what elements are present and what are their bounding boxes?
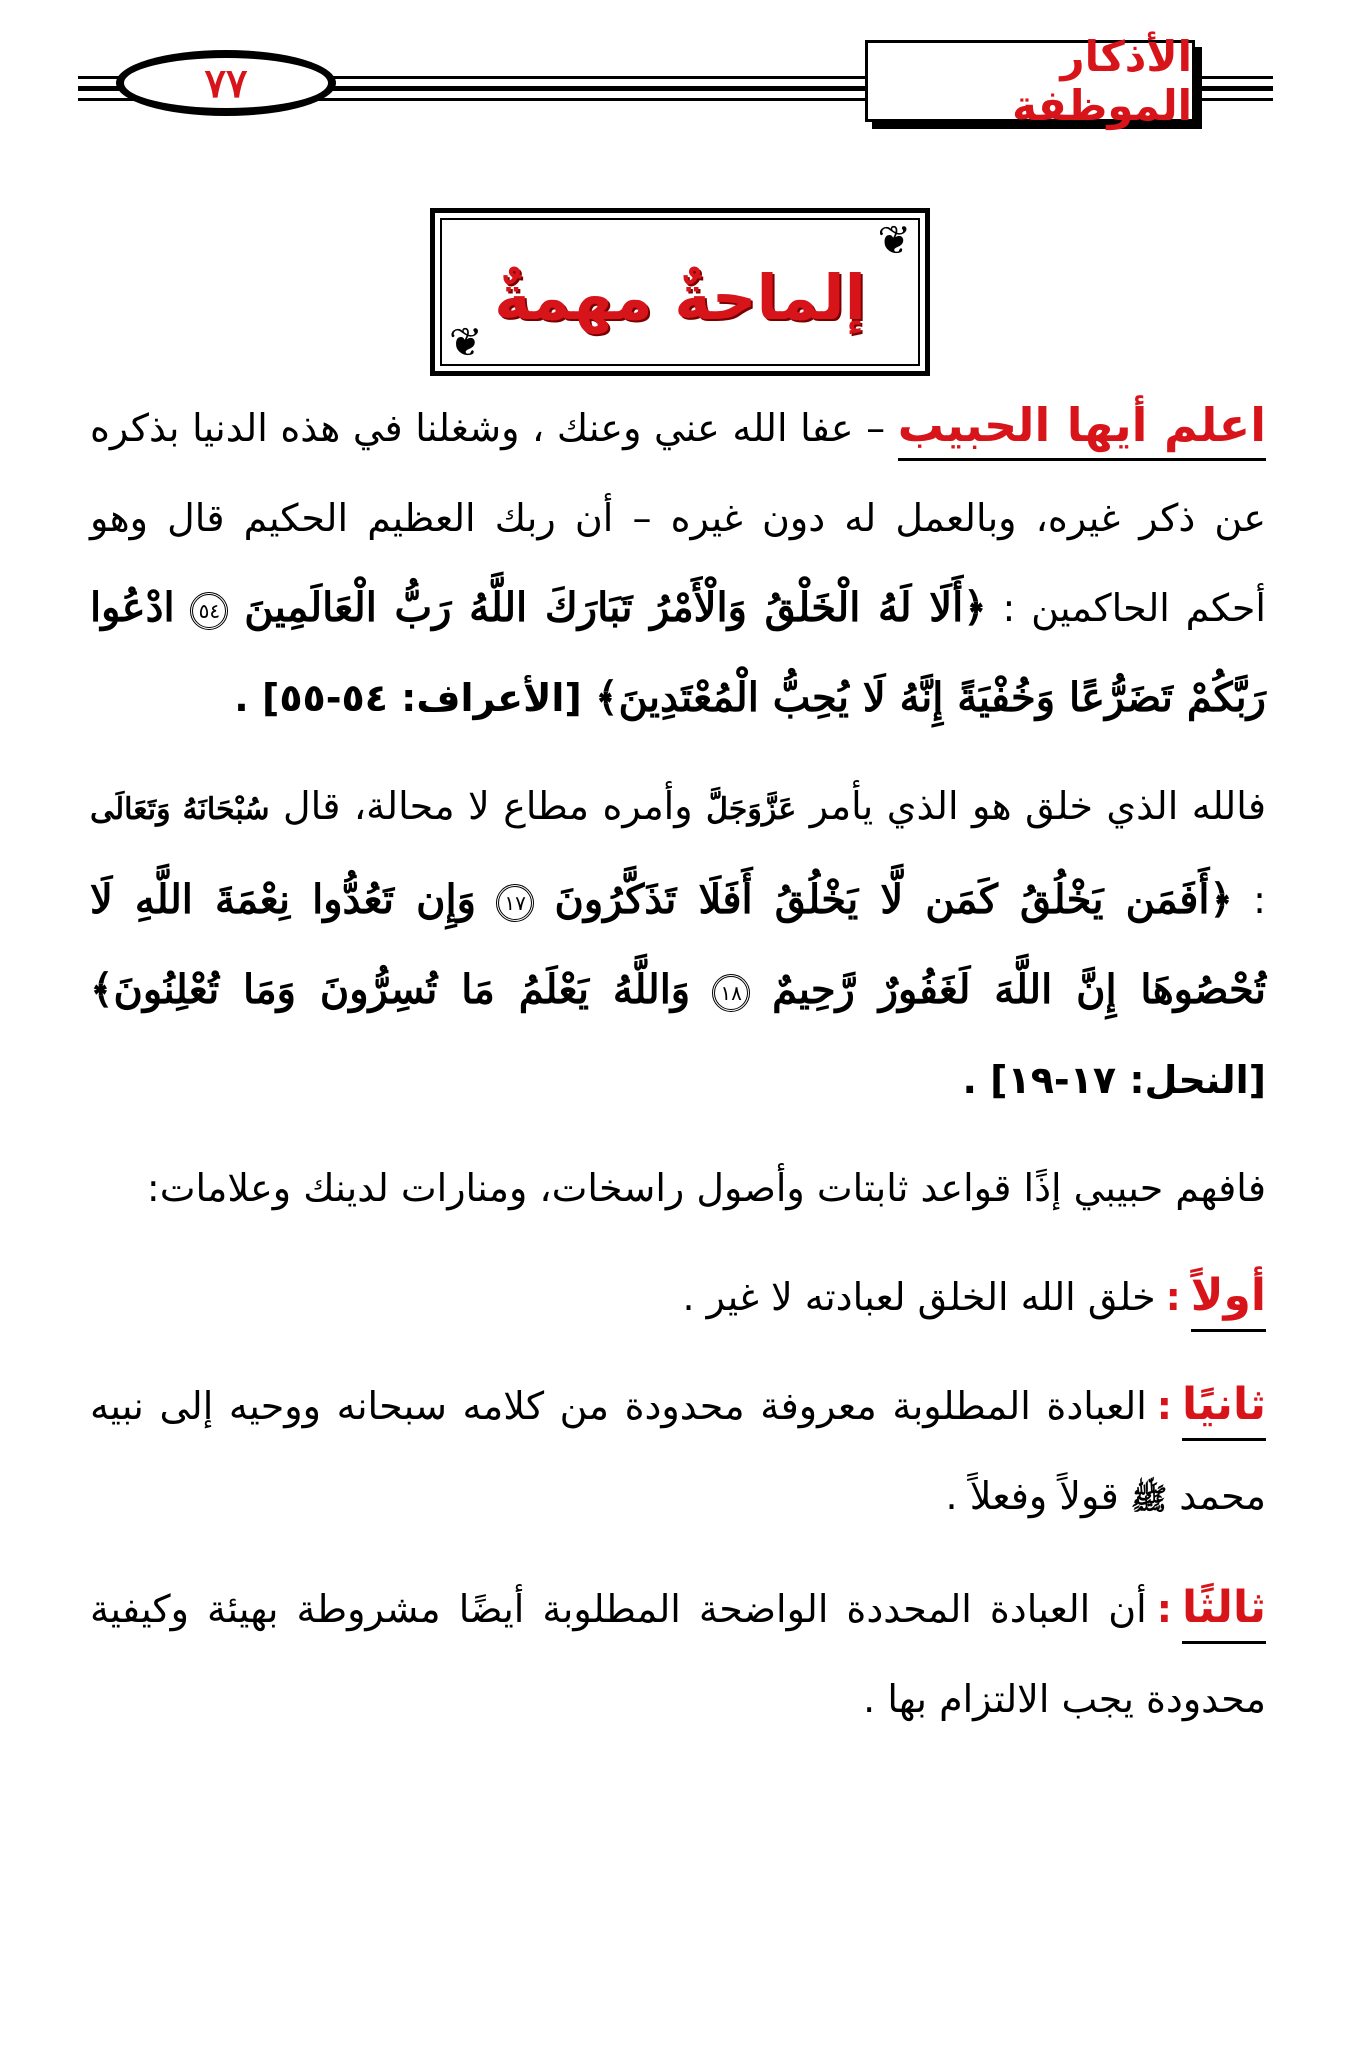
point-colon: : xyxy=(1156,1587,1172,1631)
section-title: إلماحةٌ مهمةٌ xyxy=(494,261,866,334)
paragraph-text: – عفا الله عني وعنك ، وشغلنا في هذه الدنيا بذكره عن ذكر غيره، وبالعمل له دون غيره – أن ربك العظيم الحكيم قال وهو أحكم الحاكمين : xyxy=(90,406,1266,630)
paragraph-text: : xyxy=(1232,878,1266,922)
paragraph-2 xyxy=(90,761,1266,1125)
paragraph-1 xyxy=(90,380,1266,743)
paragraph-3 xyxy=(90,1143,1266,1233)
point-2 xyxy=(90,1360,1266,1545)
corner-ornament-icon: ❦ xyxy=(449,320,483,366)
point-label: أولاً xyxy=(1191,1270,1266,1332)
page-number-oval xyxy=(116,50,336,116)
quran-verse: ﴿أَفَمَن يَخْلُقُ كَمَن لَّا يَخْلُقُ أَفَلَا تَذَكَّرُونَ xyxy=(554,876,1233,923)
honorific: ﷺ xyxy=(1130,1482,1168,1517)
point-1 xyxy=(90,1251,1266,1342)
paragraph-text: وأمره مطاع لا محالة، قال xyxy=(269,784,707,828)
point-text: خلق الله الخلق لعبادته لا غير . xyxy=(682,1275,1156,1319)
quran-verse: ادْعُوا رَبَّكُمْ تَضَرُّعًا وَخُفْيَةً إِنَّهُ لَا يُحِبُّ الْمُعْتَدِينَ﴾ xyxy=(90,584,1266,721)
corner-ornament-icon: ❦ xyxy=(877,218,911,264)
quran-verse: وَإِن تَعُدُّوا نِعْمَةَ اللَّهِ لَا تُحْصُوهَا إِنَّ اللَّهَ لَغَفُورٌ رَّحِيمٌ xyxy=(90,876,1266,1013)
section-title-box xyxy=(430,208,930,376)
page-number: ٧٧ xyxy=(204,59,248,107)
point-label: ثانيًا xyxy=(1182,1379,1266,1441)
verse-number-icon: ١٧ xyxy=(496,884,534,922)
point-3 xyxy=(90,1563,1266,1744)
paragraph-text: فافهم حبيبي إذًا قواعد ثابتات وأصول راسخات، ومنارات لدينك وعلامات: xyxy=(146,1166,1266,1210)
book-title: الأذكار الموظفة xyxy=(1012,32,1192,130)
page-body xyxy=(90,380,1266,1762)
point-colon: : xyxy=(1165,1275,1181,1319)
verse-reference: [النحل: ١٧-١٩] . xyxy=(962,1058,1266,1102)
point-text: أن العبادة المحددة الواضحة المطلوبة أيضًا مشروطة بهيئة وكيفية محدودة يجب الالتزام بها . xyxy=(90,1587,1266,1721)
honorific: سُبْحَانَهُ وَتَعَالَى xyxy=(90,792,270,827)
book-title-box xyxy=(865,32,1195,130)
paragraph-text: فالله الذي خلق هو الذي يأمر xyxy=(796,784,1267,828)
quran-verse: وَاللَّهُ يَعْلَمُ مَا تُسِرُّونَ وَمَا تُعْلِنُونَ﴾ xyxy=(90,966,691,1013)
point-colon: : xyxy=(1156,1384,1172,1428)
point-label: ثالثًا xyxy=(1182,1582,1266,1644)
point-text: العبادة المطلوبة معروفة محدودة من كلامه سبحانه ووحيه إلى نبيه محمد xyxy=(90,1384,1266,1518)
quran-verse: ﴿أَلَا لَهُ الْخَلْقُ وَالْأَمْرُ تَبَارَكَ اللَّهُ رَبُّ الْعَالَمِينَ xyxy=(244,584,987,631)
honorific: عَزَّوَجَلَّ xyxy=(706,792,797,827)
verse-number-icon: ١٨ xyxy=(712,974,750,1012)
page-header xyxy=(78,32,1273,130)
verse-number-icon: ٥٤ xyxy=(190,592,228,630)
paragraph-lead: اعلم أيها الحبيب xyxy=(898,398,1266,461)
point-text: قولاً وفعلاً . xyxy=(945,1474,1131,1518)
verse-reference: [الأعراف: ٥٤-٥٥] . xyxy=(234,676,595,720)
